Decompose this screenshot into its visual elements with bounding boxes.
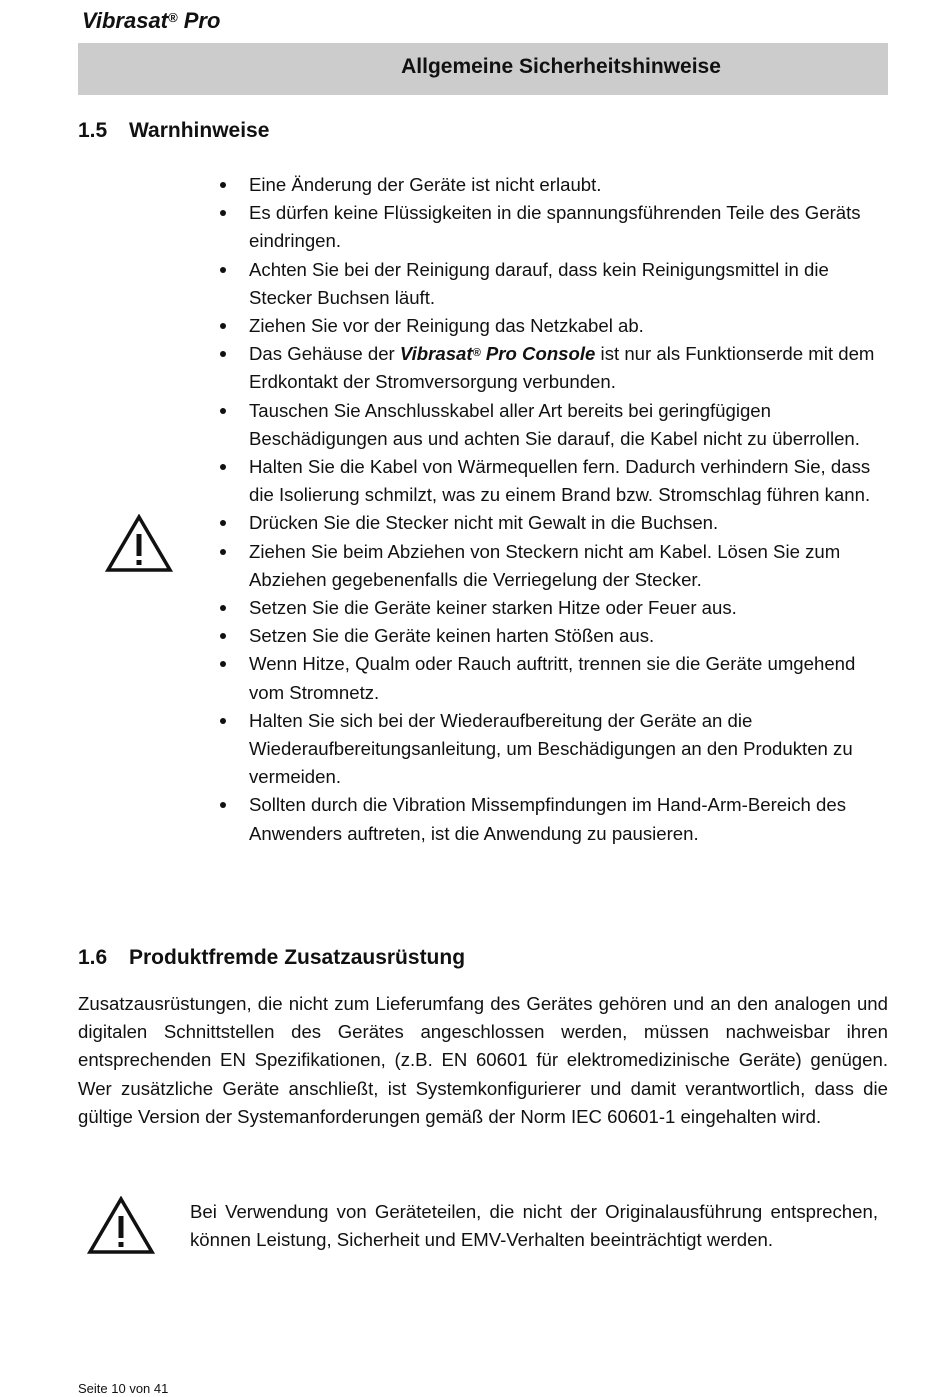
section-number: 1.6 bbox=[78, 946, 108, 969]
product-name-main: Vibrasat bbox=[399, 343, 473, 365]
list-item: Drücken Sie die Stecker nicht mit Gewalt in die Buchsen. bbox=[220, 509, 880, 537]
list-item: Ziehen Sie beim Abziehen von Steckern nicht am Kabel. Lösen Sie zum Abziehen gegebenenfalls die Verriegelung der Stecker. bbox=[220, 538, 880, 594]
section-1-6-paragraph: Zusatzausrüstungen, die nicht zum Lieferumfang des Gerätes gehören und an den analogen und digitalen Schnittstellen des Gerätes angeschlossen werden, müssen nachweisbar ihren entsprechenden EN Spezifikationen, (z.B. EN 60601 für elektromedizinische Geräte) genügen. Wer zusätzliche Geräte anschließt, ist Systemkonfigurierer und damit verantwortlich, dass die gültige Version der Systemanforderungen gemäß der Norm IEC 60601-1 eingehalten wird. bbox=[78, 993, 888, 1127]
section-1-5-heading bbox=[78, 119, 269, 143]
page-number: Seite 10 von 41 bbox=[78, 1381, 169, 1396]
chapter-title: Allgemeine Sicherheitshinweise bbox=[401, 55, 721, 78]
section-title: Warnhinweise bbox=[129, 119, 270, 142]
list-item-text-before: Das Gehäuse der bbox=[249, 343, 400, 365]
list-item: Achten Sie bei der Reinigung darauf, dass kein Reinigungsmittel in die Stecker Buchsen läuft. bbox=[220, 256, 880, 312]
section-number: 1.5 bbox=[78, 119, 108, 142]
list-item: Tauschen Sie Anschlusskabel aller Art bereits bei geringfügigen Beschädigungen aus und achten Sie darauf, die Kabel nicht zu überrollen. bbox=[220, 397, 880, 453]
list-item-text-after: ist nur als Funktionserde mit dem Erdkontakt der Stromversorgung verbunden. bbox=[249, 343, 875, 393]
brand-registered-mark: ® bbox=[168, 10, 178, 25]
section-title: Produktfremde Zusatzausrüstung bbox=[129, 946, 466, 969]
list-item bbox=[220, 340, 880, 396]
warning-triangle-icon bbox=[87, 1196, 155, 1255]
chapter-header-bar bbox=[78, 43, 888, 95]
list-item: Sollten durch die Vibration Missempfindungen im Hand-Arm-Bereich des Anwenders auftreten, ist die Anwendung zu pausieren. bbox=[220, 791, 880, 847]
list-item: Eine Änderung der Geräte ist nicht erlaubt. bbox=[220, 171, 880, 199]
list-item: Halten Sie die Kabel von Wärmequellen fern. Dadurch verhindern Sie, dass die Isolierung schmilzt, was zu einem Brand bzw. Stromschlag führen kann. bbox=[220, 453, 880, 509]
section-1-6-heading bbox=[78, 946, 465, 970]
brand-name: Vibrasat bbox=[82, 8, 169, 33]
warning-list bbox=[220, 171, 880, 848]
product-name-suffix: Pro Console bbox=[480, 343, 596, 365]
list-item: Ziehen Sie vor der Reinigung das Netzkabel ab. bbox=[220, 312, 880, 340]
list-item: Es dürfen keine Flüssigkeiten in die spannungsführenden Teile des Geräts eindringen. bbox=[220, 199, 880, 255]
warning-note: Bei Verwendung von Geräteteilen, die nicht der Originalausführung entsprechen, können Leistung, Sicherheit und EMV-Verhalten beeinträchtigt werden. bbox=[190, 1201, 878, 1251]
list-item: Setzen Sie die Geräte keinen harten Stößen aus. bbox=[220, 622, 880, 650]
product-name bbox=[400, 343, 595, 364]
product-registered-mark: ® bbox=[472, 347, 481, 360]
brand-title bbox=[82, 8, 220, 34]
brand-suffix: Pro bbox=[177, 8, 221, 33]
warning-triangle-icon bbox=[105, 514, 173, 573]
list-item: Wenn Hitze, Qualm oder Rauch auftritt, trennen sie die Geräte umgehend vom Stromnetz. bbox=[220, 650, 880, 706]
list-item: Halten Sie sich bei der Wiederaufbereitung der Geräte an die Wiederaufbereitungsanleitung, um Beschädigungen an den Produkten zu vermeiden. bbox=[220, 707, 880, 792]
list-item: Setzen Sie die Geräte keiner starken Hitze oder Feuer aus. bbox=[220, 594, 880, 622]
